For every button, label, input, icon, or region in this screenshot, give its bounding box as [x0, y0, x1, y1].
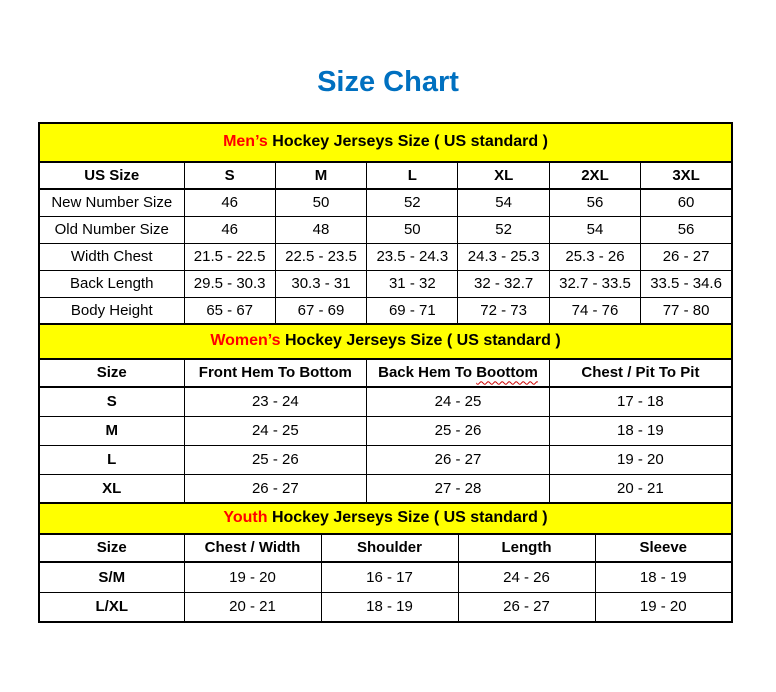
- mens-size-table: [38, 122, 733, 325]
- youth-header-row: [39, 534, 732, 562]
- cell: 46: [184, 216, 275, 243]
- womens-banner-text: Hockey Jerseys Size ( US standard ): [280, 332, 561, 350]
- row-label: Back Length: [39, 270, 184, 297]
- cell: 77 - 80: [641, 297, 732, 324]
- cell: 23.5 - 24.3: [367, 243, 458, 270]
- table-row: [39, 243, 732, 270]
- womens-col-size: Size: [39, 359, 184, 387]
- womens-section-banner: [39, 324, 732, 359]
- table-row: [39, 474, 732, 503]
- mens-col-s: S: [184, 162, 275, 189]
- row-label: Body Height: [39, 297, 184, 324]
- mens-banner-text: Hockey Jerseys Size ( US standard ): [267, 133, 548, 151]
- row-label: S: [39, 387, 184, 416]
- cell: 67 - 69: [275, 297, 366, 324]
- cell: 72 - 73: [458, 297, 549, 324]
- cell: 19 - 20: [549, 445, 732, 474]
- cell: 18 - 19: [595, 562, 732, 592]
- cell: 46: [184, 189, 275, 216]
- table-row: [39, 270, 732, 297]
- cell: 69 - 71: [367, 297, 458, 324]
- cell: 30.3 - 31: [275, 270, 366, 297]
- youth-banner-text: Hockey Jerseys Size ( US standard ): [267, 509, 548, 527]
- table-row: [39, 189, 732, 216]
- cell: 60: [641, 189, 732, 216]
- youth-section-banner: [39, 503, 732, 534]
- youth-banner-highlight: Youth: [223, 509, 268, 527]
- row-label: XL: [39, 474, 184, 503]
- cell: 27 - 28: [367, 474, 550, 503]
- cell: 26 - 27: [458, 592, 595, 622]
- cell: 65 - 67: [184, 297, 275, 324]
- cell: 29.5 - 30.3: [184, 270, 275, 297]
- youth-col-sleeve: Sleeve: [595, 534, 732, 562]
- cell: 18 - 19: [549, 416, 732, 445]
- cell: 33.5 - 34.6: [641, 270, 732, 297]
- womens-col-front-hem: Front Hem To Bottom: [184, 359, 367, 387]
- mens-banner-cell: [39, 123, 732, 162]
- table-row: [39, 562, 732, 592]
- cell: 50: [367, 216, 458, 243]
- cell: 23 - 24: [184, 387, 367, 416]
- cell: 54: [549, 216, 640, 243]
- cell: 26 - 27: [184, 474, 367, 503]
- cell: 24.3 - 25.3: [458, 243, 549, 270]
- mens-col-us-size: US Size: [39, 162, 184, 189]
- cell: 32 - 32.7: [458, 270, 549, 297]
- cell: 26 - 27: [641, 243, 732, 270]
- mens-section-banner: [39, 123, 732, 162]
- row-label: M: [39, 416, 184, 445]
- table-row: [39, 216, 732, 243]
- cell: 25 - 26: [367, 416, 550, 445]
- cell: 54: [458, 189, 549, 216]
- table-row: [39, 387, 732, 416]
- size-chart-tables: [38, 122, 733, 623]
- womens-col-back-hem: [367, 359, 550, 387]
- cell: 17 - 18: [549, 387, 732, 416]
- cell: 18 - 19: [321, 592, 458, 622]
- mens-banner-highlight: Men’s: [223, 133, 268, 151]
- cell: 20 - 21: [549, 474, 732, 503]
- cell: 56: [641, 216, 732, 243]
- cell: 56: [549, 189, 640, 216]
- page-title: Size Chart: [317, 66, 459, 98]
- womens-banner-cell: [39, 324, 732, 359]
- womens-banner-highlight: Women’s: [210, 332, 281, 350]
- womens-col-chest: Chest / Pit To Pit: [549, 359, 732, 387]
- cell: 21.5 - 22.5: [184, 243, 275, 270]
- cell: 74 - 76: [549, 297, 640, 324]
- cell: 32.7 - 33.5: [549, 270, 640, 297]
- row-label: L: [39, 445, 184, 474]
- youth-col-chest-width: Chest / Width: [184, 534, 321, 562]
- cell: 20 - 21: [184, 592, 321, 622]
- cell: 48: [275, 216, 366, 243]
- cell: 25 - 26: [184, 445, 367, 474]
- cell: 52: [458, 216, 549, 243]
- table-row: [39, 297, 732, 324]
- mens-col-l: L: [367, 162, 458, 189]
- row-label: L/XL: [39, 592, 184, 622]
- row-label: New Number Size: [39, 189, 184, 216]
- cell: 24 - 26: [458, 562, 595, 592]
- cell: 19 - 20: [184, 562, 321, 592]
- mens-col-m: M: [275, 162, 366, 189]
- mens-col-2xl: 2XL: [549, 162, 640, 189]
- table-row: [39, 416, 732, 445]
- cell: 50: [275, 189, 366, 216]
- youth-col-shoulder: Shoulder: [321, 534, 458, 562]
- cell: 24 - 25: [184, 416, 367, 445]
- womens-header-row: [39, 359, 732, 387]
- cell: 26 - 27: [367, 445, 550, 474]
- cell: 24 - 25: [367, 387, 550, 416]
- youth-size-table: [38, 502, 733, 623]
- cell: 31 - 32: [367, 270, 458, 297]
- row-label: Old Number Size: [39, 216, 184, 243]
- back-hem-prefix: Back Hem To: [378, 364, 477, 382]
- cell: 16 - 17: [321, 562, 458, 592]
- mens-col-3xl: 3XL: [641, 162, 732, 189]
- cell: 52: [367, 189, 458, 216]
- womens-size-table: [38, 323, 733, 504]
- cell: 19 - 20: [595, 592, 732, 622]
- row-label: S/M: [39, 562, 184, 592]
- table-row: [39, 592, 732, 622]
- youth-col-length: Length: [458, 534, 595, 562]
- mens-col-xl: XL: [458, 162, 549, 189]
- row-label: Width Chest: [39, 243, 184, 270]
- mens-header-row: [39, 162, 732, 189]
- youth-col-size: Size: [39, 534, 184, 562]
- table-row: [39, 445, 732, 474]
- cell: 25.3 - 26: [549, 243, 640, 270]
- cell: 22.5 - 23.5: [275, 243, 366, 270]
- youth-banner-cell: [39, 503, 732, 534]
- back-hem-misspelled-word: Boottom: [476, 364, 538, 382]
